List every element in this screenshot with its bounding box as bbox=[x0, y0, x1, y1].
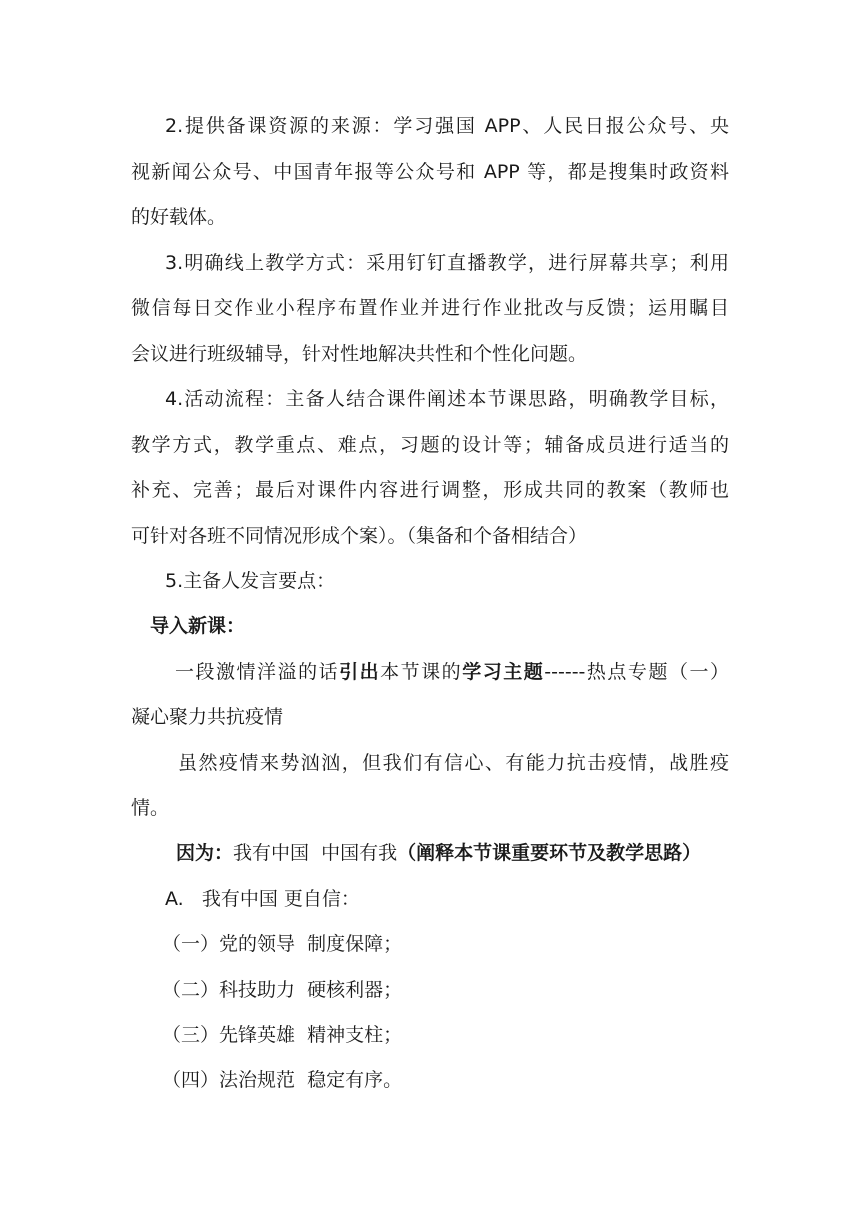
intro-bold-lead: 引出 bbox=[339, 661, 381, 683]
because-line bbox=[176, 831, 736, 875]
intro-text-e: ------热点专题（一） bbox=[544, 661, 729, 683]
intro-line1 bbox=[175, 650, 729, 694]
p3-line3: 会议进行班级辅导，针对性地解决共性和个性化问题。 bbox=[131, 343, 588, 365]
intro-text-a: 一段激情洋溢的话 bbox=[175, 661, 340, 683]
p4-line3: 补充、完善；最后对课件内容进行调整，形成共同的教案（教师也 bbox=[131, 479, 729, 501]
because-note: （阐释本节课重要环节及教学思路） bbox=[397, 842, 702, 864]
because-label: 因为： bbox=[176, 842, 234, 864]
list-item-1: （一）党的领导 制度保障； bbox=[162, 933, 403, 955]
p2-line2: 视新闻公众号、中国青年报等公众号和 APP 等，都是搜集时政资料 bbox=[131, 161, 729, 183]
because-theme: 我有中国 中国有我 bbox=[233, 842, 398, 864]
p3-line1: 3.明确线上教学方式：采用钉钉直播教学，进行屏幕共享；利用 bbox=[165, 252, 729, 274]
p4-line2: 教学方式，教学重点、难点，习题的设计等；辅备成员进行适当的 bbox=[131, 434, 729, 456]
list-item-4: （四）法治规范 稳定有序。 bbox=[162, 1069, 403, 1091]
p3-line2: 微信每日交作业小程序布置作业并进行作业批改与反馈；运用瞩目 bbox=[131, 297, 729, 319]
section-a-heading: A. 我有中国 更自信： bbox=[165, 888, 360, 910]
confidence-line2: 情。 bbox=[131, 797, 170, 819]
intro-bold-theme: 学习主题 bbox=[462, 661, 545, 683]
confidence-line1: 虽然疫情来势汹汹，但我们有信心、有能力抗击疫情，战胜疫 bbox=[178, 752, 729, 774]
intro-heading: 导入新课： bbox=[150, 615, 246, 637]
p5-line: 5.主备人发言要点： bbox=[165, 570, 336, 592]
p2-line1: 2.提供备课资源的来源：学习强国 APP、人民日报公众号、央 bbox=[165, 115, 729, 137]
list-item-3: （三）先锋英雄 精神支柱； bbox=[162, 1024, 403, 1046]
intro-line2: 凝心聚力共抗疫情 bbox=[131, 706, 284, 728]
p2-line3: 的好载体。 bbox=[131, 206, 227, 228]
p4-line1: 4.活动流程：主备人结合课件阐述本节课思路，明确教学目标， bbox=[165, 388, 729, 410]
p4-line4: 可针对各班不同情况形成个案）。（集备和个备相结合） bbox=[131, 525, 588, 547]
intro-text-c: 本节课的 bbox=[380, 661, 463, 683]
list-item-2: （二）科技助力 硬核利器； bbox=[162, 979, 403, 1001]
